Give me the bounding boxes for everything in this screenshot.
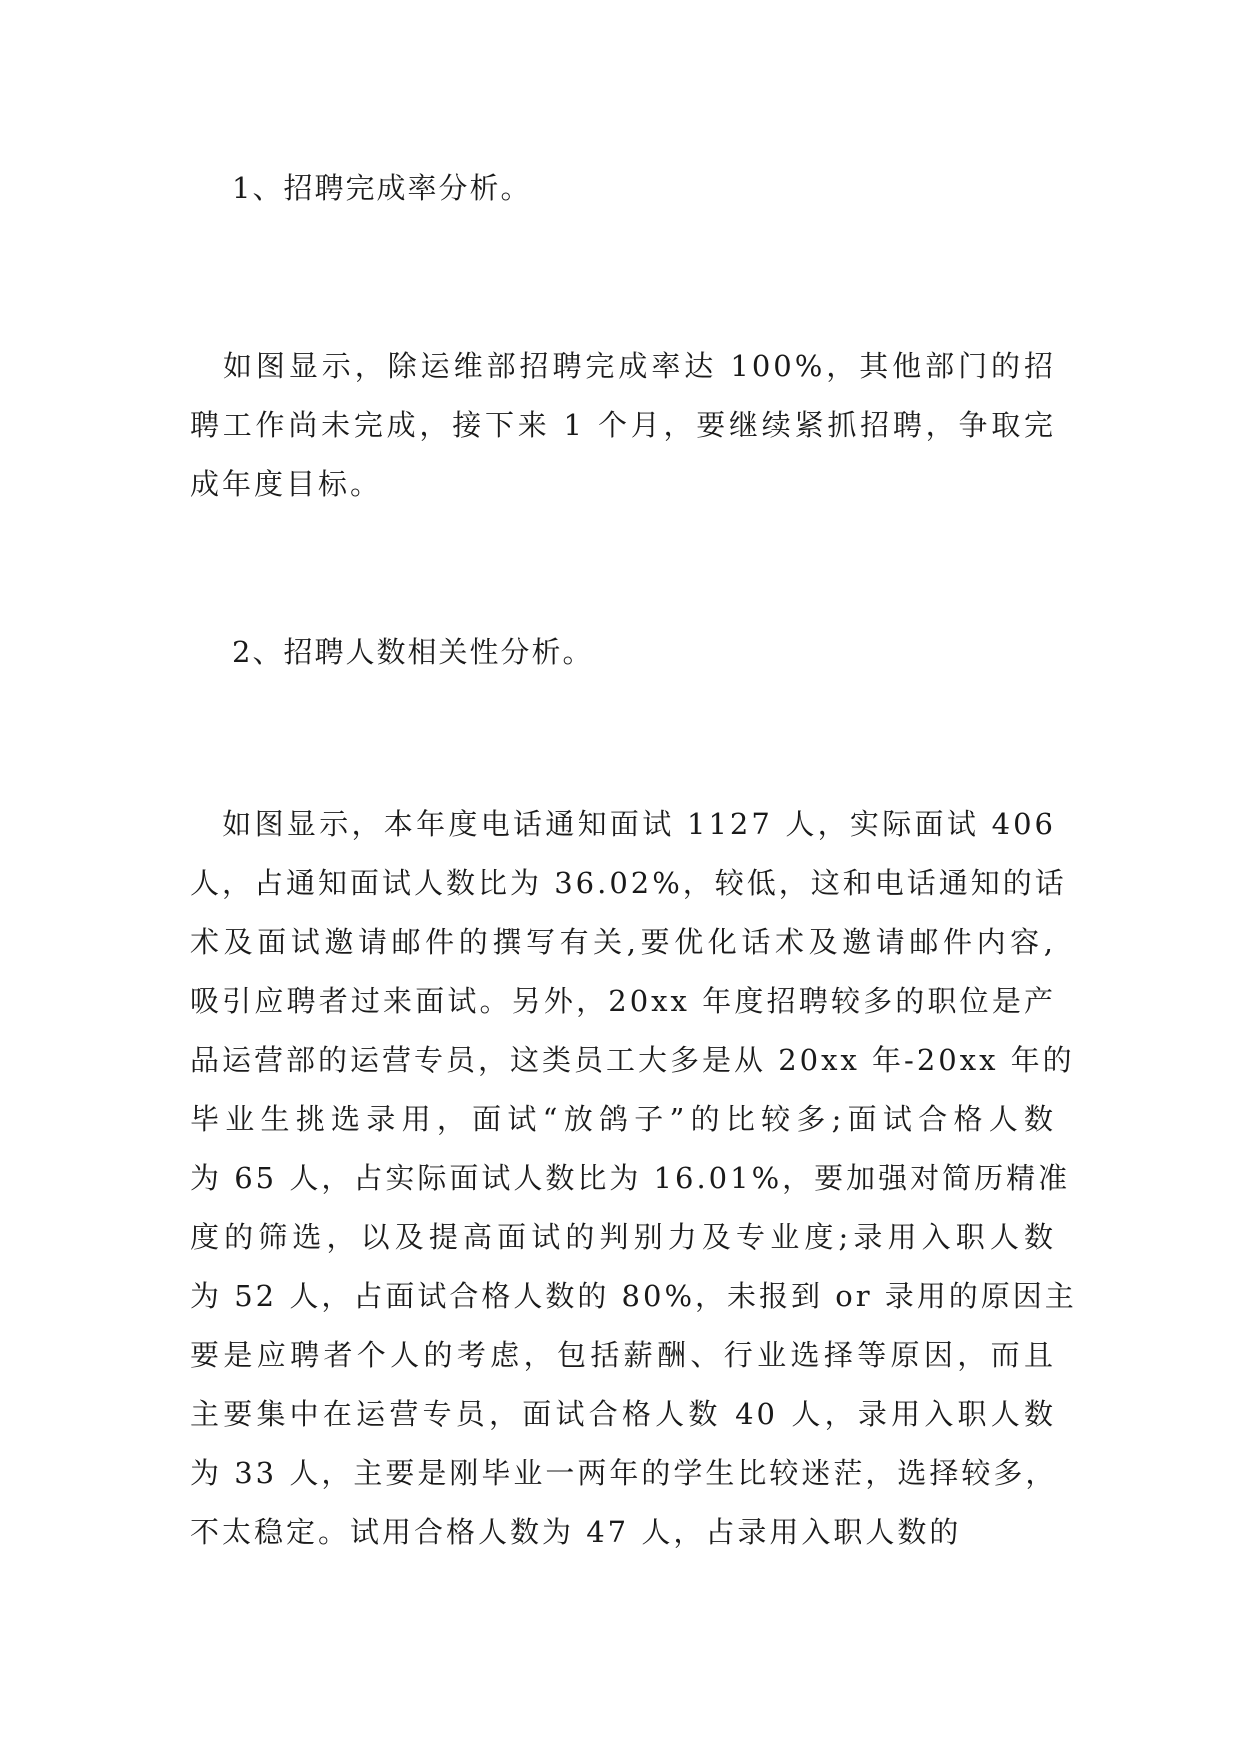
paragraph-line: 如图显示，本年度电话通知面试 1127 人，实际面试 406 <box>190 807 1056 841</box>
paragraph-line: 品运营部的运营专员，这类员工大多是从 20xx 年-20xx 年的 <box>190 1043 1075 1077</box>
paragraph-line: 成年度目标。 <box>190 467 383 501</box>
paragraph-line: 为 65 人，占实际面试人数比为 16.01%，要加强对简历精准 <box>190 1161 1071 1195</box>
paragraph-line: 为 52 人，占面试合格人数的 80%，未报到 or 录用的原因主 <box>190 1279 1077 1313</box>
section-heading-recruitment-correlation: 2、招聘人数相关性分析。 <box>232 635 594 669</box>
paragraph-line: 术及面试邀请邮件的撰写有关,要优化话术及邀请邮件内容, <box>190 925 1056 959</box>
paragraph-correlation <box>190 795 1077 1562</box>
paragraph-line: 为 33 人，主要是刚毕业一两年的学生比较迷茫，选择较多， <box>190 1456 1058 1490</box>
paragraph-line: 主要集中在运营专员，面试合格人数 40 人，录用入职人数 <box>190 1397 1056 1431</box>
paragraph-line: 不太稳定。试用合格人数为 47 人，占录用入职人数的 <box>190 1515 962 1549</box>
section-heading-recruitment-completion-rate: 1、招聘完成率分析。 <box>232 171 532 205</box>
paragraph-line: 要是应聘者个人的考虑，包括薪酬、行业选择等原因，而且 <box>190 1338 1056 1372</box>
paragraph-line: 聘工作尚未完成，接下来 1 个月，要继续紧抓招聘，争取完 <box>190 408 1056 442</box>
paragraph-line: 毕业生挑选录用，面试“放鸽子”的比较多;面试合格人数 <box>190 1102 1056 1136</box>
paragraph-line: 吸引应聘者过来面试。另外，20xx 年度招聘较多的职位是产 <box>190 984 1056 1018</box>
paragraph-line: 人，占通知面试人数比为 36.02%，较低，这和电话通知的话 <box>190 866 1067 900</box>
paragraph-line: 度的筛选，以及提高面试的判别力及专业度;录用入职人数 <box>190 1220 1056 1254</box>
paragraph-completion-rate <box>190 337 1056 514</box>
paragraph-line: 如图显示，除运维部招聘完成率达 100%，其他部门的招 <box>190 349 1056 383</box>
